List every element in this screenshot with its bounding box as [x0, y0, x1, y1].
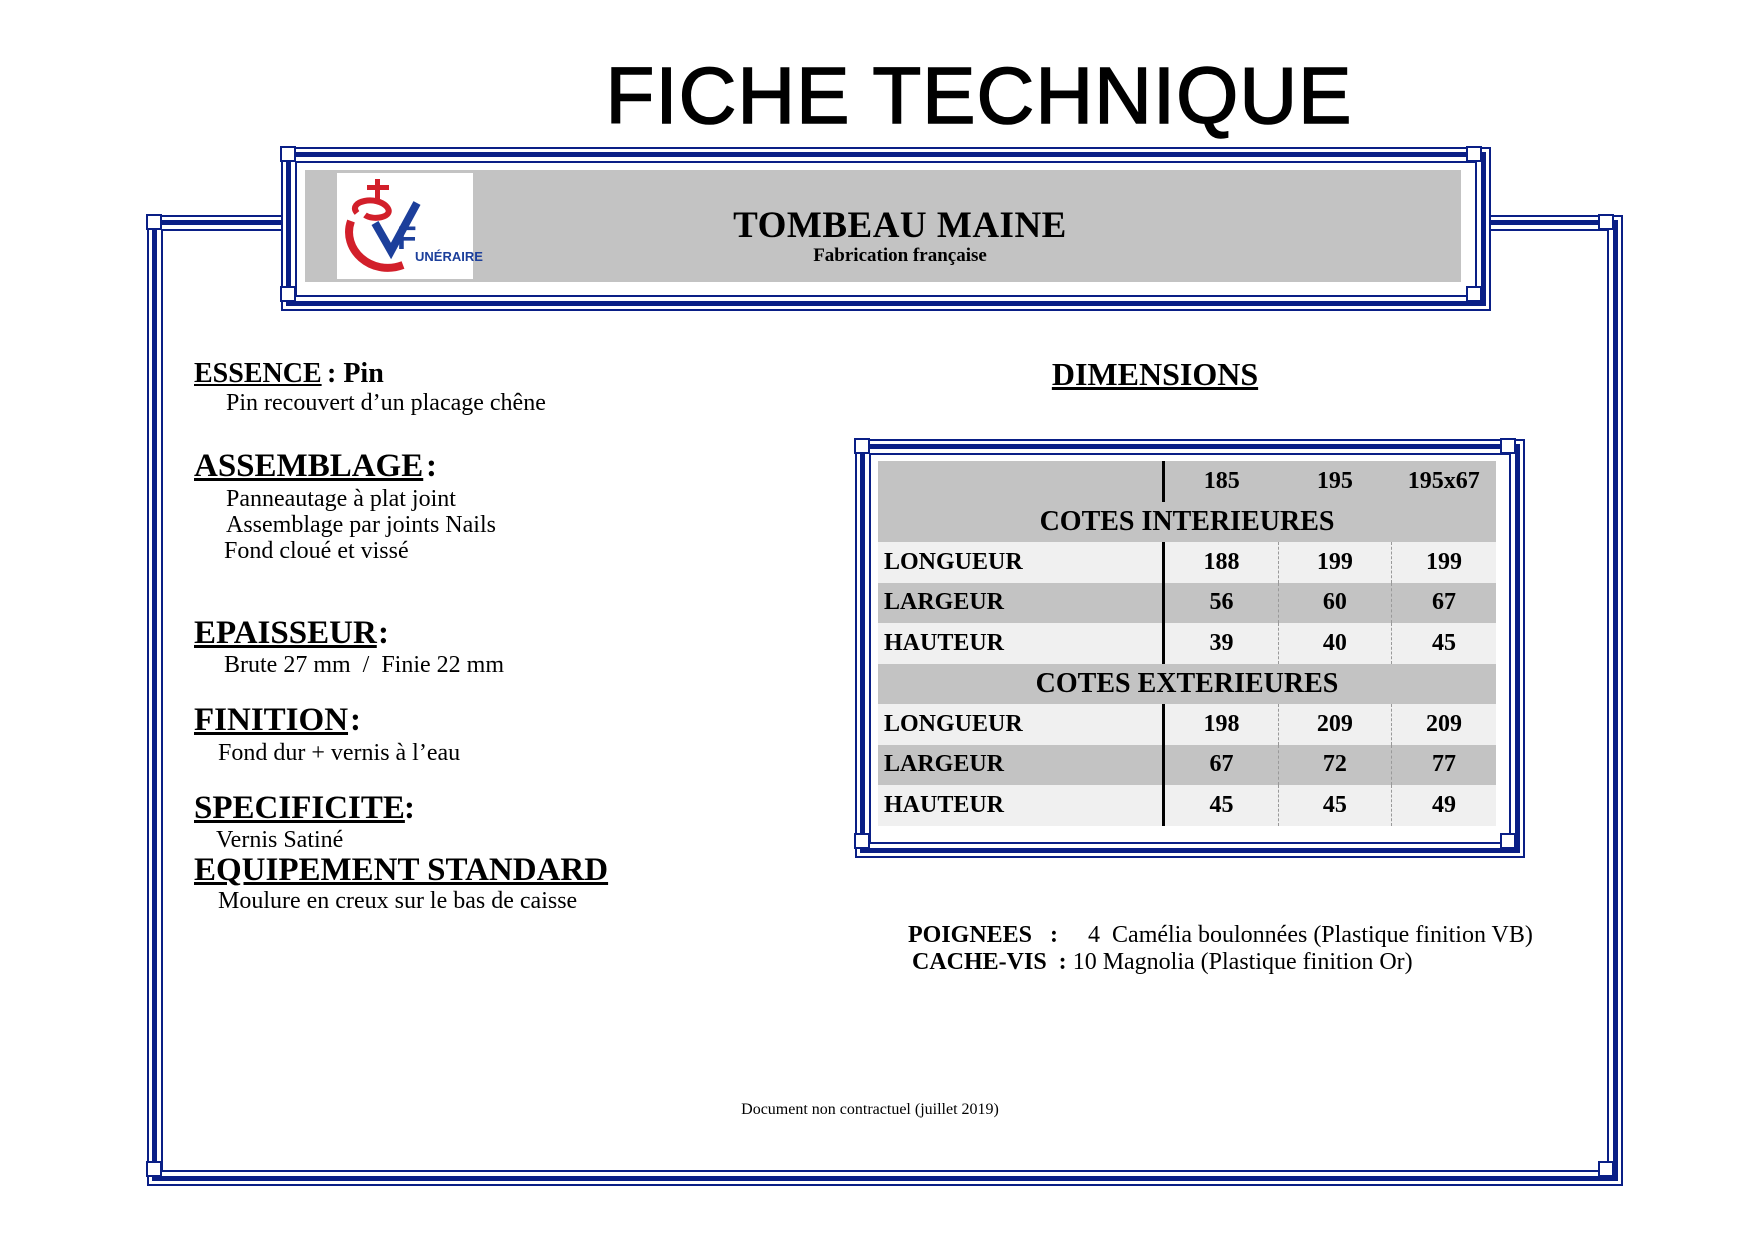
frame-corner	[1598, 214, 1614, 230]
poignees-line	[908, 922, 1533, 949]
frame-corner	[854, 833, 870, 849]
svg-text:UNÉRAIRE: UNÉRAIRE	[415, 249, 483, 264]
table-row	[878, 704, 1496, 745]
assemblage-heading: ASSEMBLAGE	[194, 448, 424, 484]
frame-corner	[1598, 1161, 1614, 1177]
row-label: LONGUEUR	[878, 542, 1164, 583]
equipement-heading: EQUIPEMENT STANDARD	[194, 852, 609, 888]
product-subtitle: Fabrication française	[813, 245, 987, 266]
assemblage-line: Assemblage par joints Nails	[226, 512, 496, 538]
table-cell: 209	[1278, 704, 1391, 745]
table-cell: 72	[1278, 745, 1391, 786]
frame-corner	[1500, 438, 1516, 454]
assemblage-line: Fond cloué et vissé	[224, 538, 409, 564]
table-cell: 199	[1392, 542, 1496, 583]
equipement-line: Moulure en creux sur le bas de caisse	[218, 888, 578, 914]
epaisseur-colon: :	[378, 615, 389, 651]
table-cell: 67	[1164, 745, 1278, 786]
essence-heading: ESSENCE	[194, 358, 322, 389]
column-header: 195	[1278, 461, 1391, 502]
row-label: HAUTEUR	[878, 785, 1164, 826]
row-label: LARGEUR	[878, 583, 1164, 624]
table-row	[878, 623, 1496, 664]
table-cell: 49	[1392, 785, 1496, 826]
table-cell: 45	[1164, 785, 1278, 826]
table-cell: 45	[1392, 623, 1496, 664]
frame-corner	[146, 1161, 162, 1177]
specificite-colon: :	[404, 790, 415, 826]
frame-corner	[280, 286, 296, 302]
cachevis-value: 10 Magnolia (Plastique finition Or)	[1072, 949, 1413, 975]
frame-corner	[280, 146, 296, 162]
table-cell: 45	[1278, 785, 1391, 826]
frame-corner	[1500, 833, 1516, 849]
poignees-value: 4 Camélia boulonnées (Plastique finition VB)	[1088, 922, 1533, 948]
cachevis-line	[912, 949, 1413, 976]
row-label: LARGEUR	[878, 745, 1164, 786]
epaisseur-heading: EPAISSEUR	[194, 615, 377, 651]
row-label: LONGUEUR	[878, 704, 1164, 745]
interior-section-label: COTES INTERIEURES	[878, 502, 1496, 543]
essence-line: Pin recouvert d’un placage chêne	[226, 390, 546, 416]
table-cell: 60	[1278, 583, 1391, 624]
epaisseur-line: Brute 27 mm / Finie 22 mm	[224, 652, 504, 678]
company-logo	[337, 173, 483, 279]
finition-line: Fond dur + vernis à l’eau	[218, 740, 461, 766]
svg-text:F: F	[397, 220, 417, 256]
dimensions-title: DIMENSIONS	[1051, 356, 1259, 392]
essence-value: : Pin	[327, 358, 384, 389]
section-row	[878, 502, 1496, 543]
table-cell: 77	[1392, 745, 1496, 786]
frame-corner	[1466, 146, 1482, 162]
column-header: 185	[1164, 461, 1278, 502]
table-cell: 67	[1392, 583, 1496, 624]
table-cell: 198	[1164, 704, 1278, 745]
specificite-line: Vernis Satiné	[216, 827, 344, 853]
finition-heading: FINITION	[194, 702, 349, 738]
row-label: HAUTEUR	[878, 623, 1164, 664]
dimensions-table	[878, 461, 1496, 826]
frame-corner	[146, 214, 162, 230]
table-cell: 188	[1164, 542, 1278, 583]
table-row	[878, 745, 1496, 786]
assemblage-colon: :	[426, 448, 437, 484]
table-row	[878, 542, 1496, 583]
product-title: TOMBEAU MAINE	[733, 205, 1067, 246]
table-row	[878, 583, 1496, 624]
exterior-section-label: COTES EXTERIEURES	[878, 664, 1496, 705]
poignees-label: POIGNEES :	[908, 922, 1059, 948]
cachevis-label: CACHE-VIS :	[912, 949, 1067, 975]
section-row	[878, 664, 1496, 705]
footer-note: Document non contractuel (juillet 2019)	[741, 1101, 999, 1118]
table-header-row	[878, 461, 1496, 502]
column-header: 195x67	[1392, 461, 1496, 502]
table-cell: 40	[1278, 623, 1391, 664]
table-cell: 56	[1164, 583, 1278, 624]
table-cell: 199	[1278, 542, 1391, 583]
specificite-heading: SPECIFICITE	[194, 790, 405, 826]
assemblage-line: Panneautage à plat joint	[226, 486, 456, 512]
finition-colon: :	[350, 702, 361, 738]
frame-corner	[1466, 286, 1482, 302]
table-cell: 209	[1392, 704, 1496, 745]
table-row	[878, 785, 1496, 826]
table-cell: 39	[1164, 623, 1278, 664]
frame-corner	[854, 438, 870, 454]
page-title: FICHE TECHNIQUE	[605, 51, 1353, 140]
